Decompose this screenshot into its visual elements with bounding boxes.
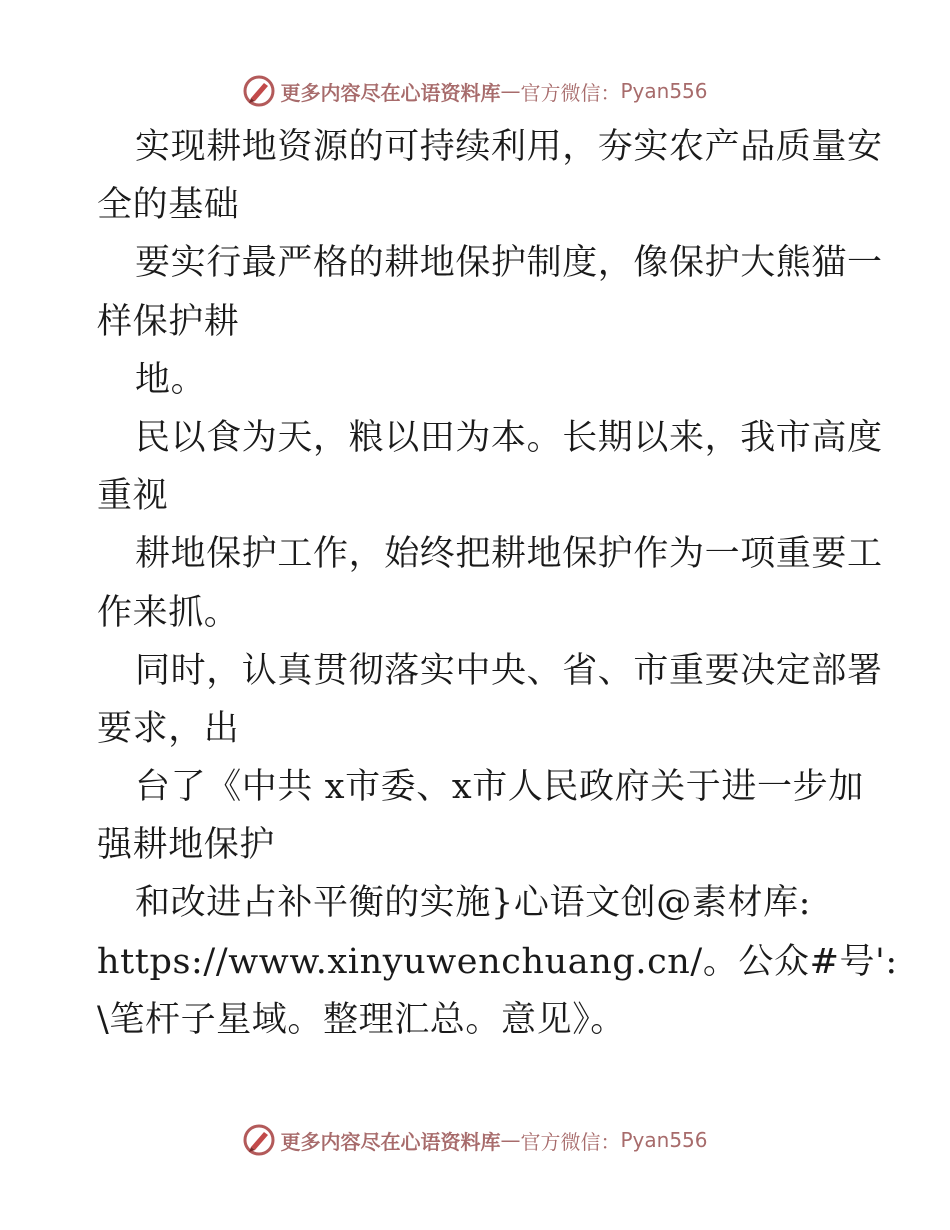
text-line: https://www.xinyuwenchuang.cn/。公众#号': [97, 941, 898, 982]
text-line: 样保护耕 [97, 301, 240, 342]
watermark-separator: — [500, 1128, 521, 1152]
text-line: 要求，出 [97, 708, 240, 749]
watermark-title: 更多内容尽在心语资料库 [280, 80, 501, 105]
text-line: 耕地保护工作，始终把耕地保护作为一项重要工 [135, 534, 883, 575]
text-line: 要实行最严格的耕地保护制度，像保护大熊猫一 [135, 243, 883, 284]
watermark-wechat-label: 官方微信： [520, 80, 621, 105]
watermark-wechat-label: 官方微信： [520, 1129, 621, 1154]
watermark-wechat-id: Pyan556 [620, 79, 708, 103]
text-line: 民以食为天，粮以田为本。长期以来，我市高度 [135, 417, 883, 458]
text-line: 作来抓。 [97, 592, 240, 633]
text-line: 重视 [97, 476, 169, 517]
header-watermark [0, 71, 950, 111]
watermark-wechat-id: Pyan556 [620, 1128, 708, 1152]
document-body [97, 118, 898, 1049]
watermark-separator: — [500, 79, 521, 103]
brush-logo-icon [242, 1123, 276, 1157]
text-line: 同时，认真贯彻落实中央、省、市重要决定部署 [135, 650, 883, 691]
brush-logo-icon [242, 74, 276, 108]
watermark-title: 更多内容尽在心语资料库 [280, 1129, 501, 1154]
text-line: 台了《中共 x市委、x市人民政府关于进一步加 [135, 767, 864, 808]
text-line: 全的基础 [97, 185, 240, 226]
text-line: 地。 [135, 359, 207, 400]
text-line: 和改进占补平衡的实施}心语文创@素材库: [135, 883, 812, 924]
text-line: \笔杆子星域。整理汇总。意见》。 [97, 999, 626, 1040]
footer-watermark [0, 1120, 950, 1160]
text-line: 强耕地保护 [97, 825, 276, 866]
text-line: 实现耕地资源的可持续利用，夯实农产品质量安 [135, 127, 883, 167]
